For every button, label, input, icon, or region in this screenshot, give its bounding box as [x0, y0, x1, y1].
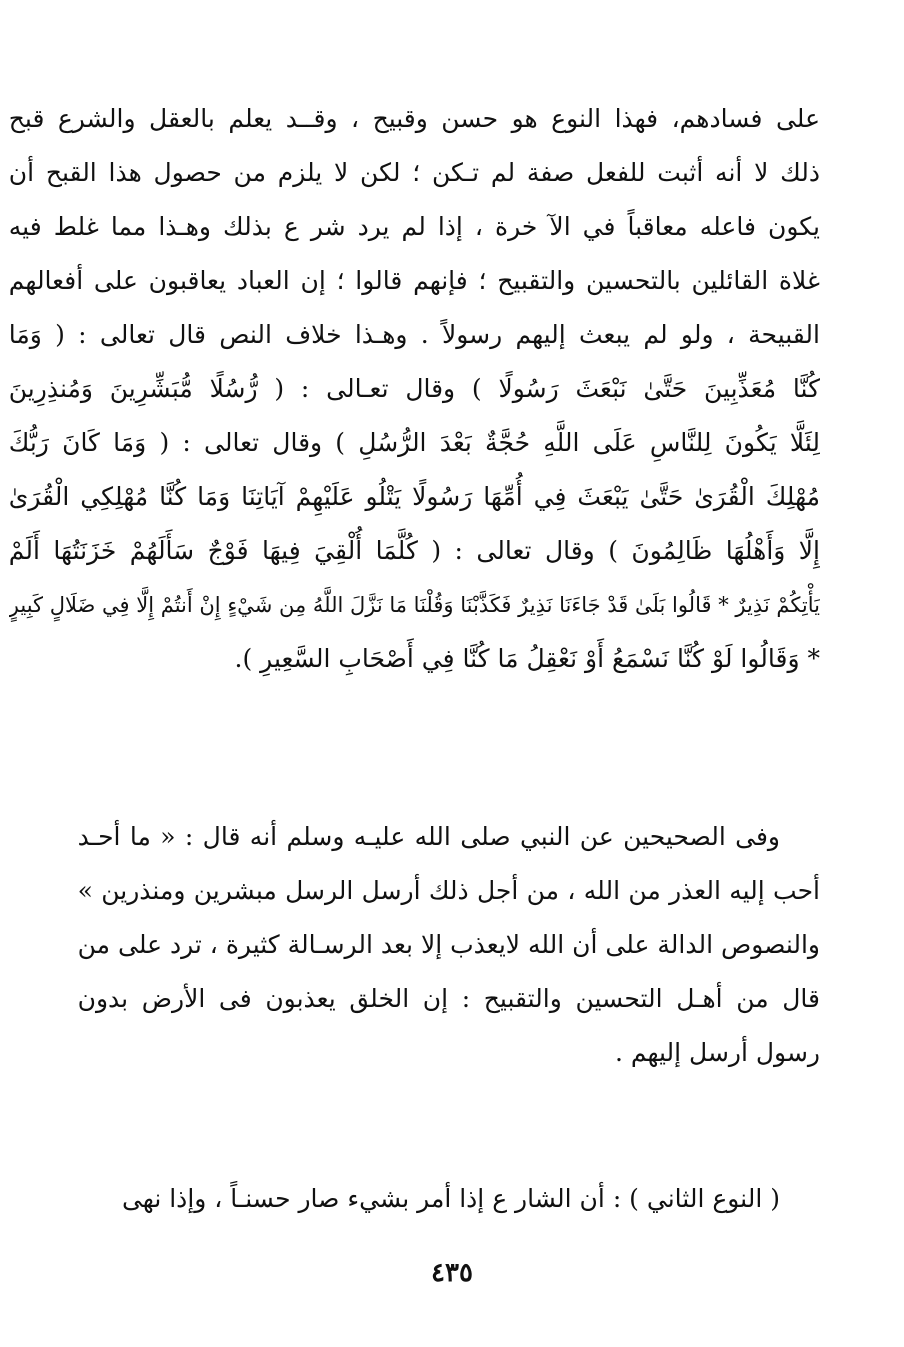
text-line: وفى الصحيحين عن النبي صلى الله عليـه وسلم أنه قال : « ما أحـد — [77, 822, 780, 851]
text-line: يكون فاعله معاقباً في الآ خرة ، إذا لم يرد شر ع بذلك وهـذا مما غلط فيه — [8, 212, 820, 241]
page-number: ٤٣٥ — [431, 1258, 473, 1288]
paragraph-3 — [122, 1172, 820, 1226]
text-line: أحب إليه العذر من الله ، من أجل ذلك أرسل الرسل مبشرين ومنذرين » — [77, 876, 820, 905]
quran-line: يَأْتِكُمْ نَذِيرٌ * قَالُوا بَلَىٰ قَدْ جَاءَنَا نَذِيرٌ فَكَذَّبْنَا وَقُلْنَا مَا نَزَّلَ اللَّهُ مِن شَيْءٍ إِنْ أَنتُمْ إِلَّا فِي ضَلَالٍ كَبِيرٍ — [8, 593, 820, 617]
text-line: قال من أهـل التحسين والتقبيح : إن الخلق يعذبون فى الأرض بدون — [77, 984, 820, 1013]
text-line: والنصوص الدالة على أن الله لايعذب إلا بعد الرسـالة كثيرة ، ترد على من — [77, 930, 820, 959]
text-line: القبيحة ، ولو لم يبعث إليهم رسولاً . وهـذا خلاف النص قال تعالى : ( وَمَا — [8, 320, 820, 349]
quran-line: إِلَّا وَأَهْلُهَا ظَالِمُونَ ) وقال تعالى : ( كُلَّمَا أُلْقِيَ فِيهَا فَوْجٌ سَأَلَهُمْ خَزَنَتُهَا أَلَمْ — [8, 536, 820, 565]
quran-line: * وَقَالُوا لَوْ كُنَّا نَسْمَعُ أَوْ نَعْقِلُ مَا كُنَّا فِي أَصْحَابِ السَّعِيرِ ). — [234, 644, 820, 673]
quran-line: لِئَلَّا يَكُونَ لِلنَّاسِ عَلَى اللَّهِ حُجَّةٌ بَعْدَ الرُّسُلِ ) وقال تعالى : ( وَمَا كَانَ رَبُّكَ — [8, 428, 820, 457]
text-line: غلاة القائلين بالتحسين والتقبيح ؛ فإنهم قالوا ؛ إن العباد يعاقبون على أفعالهم — [8, 266, 820, 295]
text-line: ( النوع الثاني ) : أن الشار ع إذا أمر بشيء صار حسنـاً ، وإذا نهى — [121, 1184, 780, 1213]
text-line: رسول أرسل إليهم . — [614, 1038, 820, 1067]
paragraph-2 — [78, 810, 820, 1080]
text-line: ذلك لا أنه أثبت للفعل صفة لم تـكن ؛ لكن لا يلزم من حصول هذا القبح أن — [8, 158, 820, 187]
paragraph-1 — [9, 92, 820, 686]
quran-line: كُنَّا مُعَذِّبِينَ حَتَّىٰ نَبْعَثَ رَسُولًا ) وقال تعـالى : ( رُّسُلًا مُّبَشِّرِينَ وَمُنذِرِينَ — [8, 374, 820, 403]
text-line: على فسادهم، فهذا النوع هو حسن وقبيح ، وقــد يعلم بالعقل والشرع قبح — [8, 104, 820, 133]
quran-line: مُهْلِكَ الْقُرَىٰ حَتَّىٰ يَبْعَثَ فِي أُمِّهَا رَسُولًا يَتْلُو عَلَيْهِمْ آيَاتِنَا وَمَا كُنَّا مُهْلِكِي الْقُرَىٰ — [8, 482, 820, 511]
